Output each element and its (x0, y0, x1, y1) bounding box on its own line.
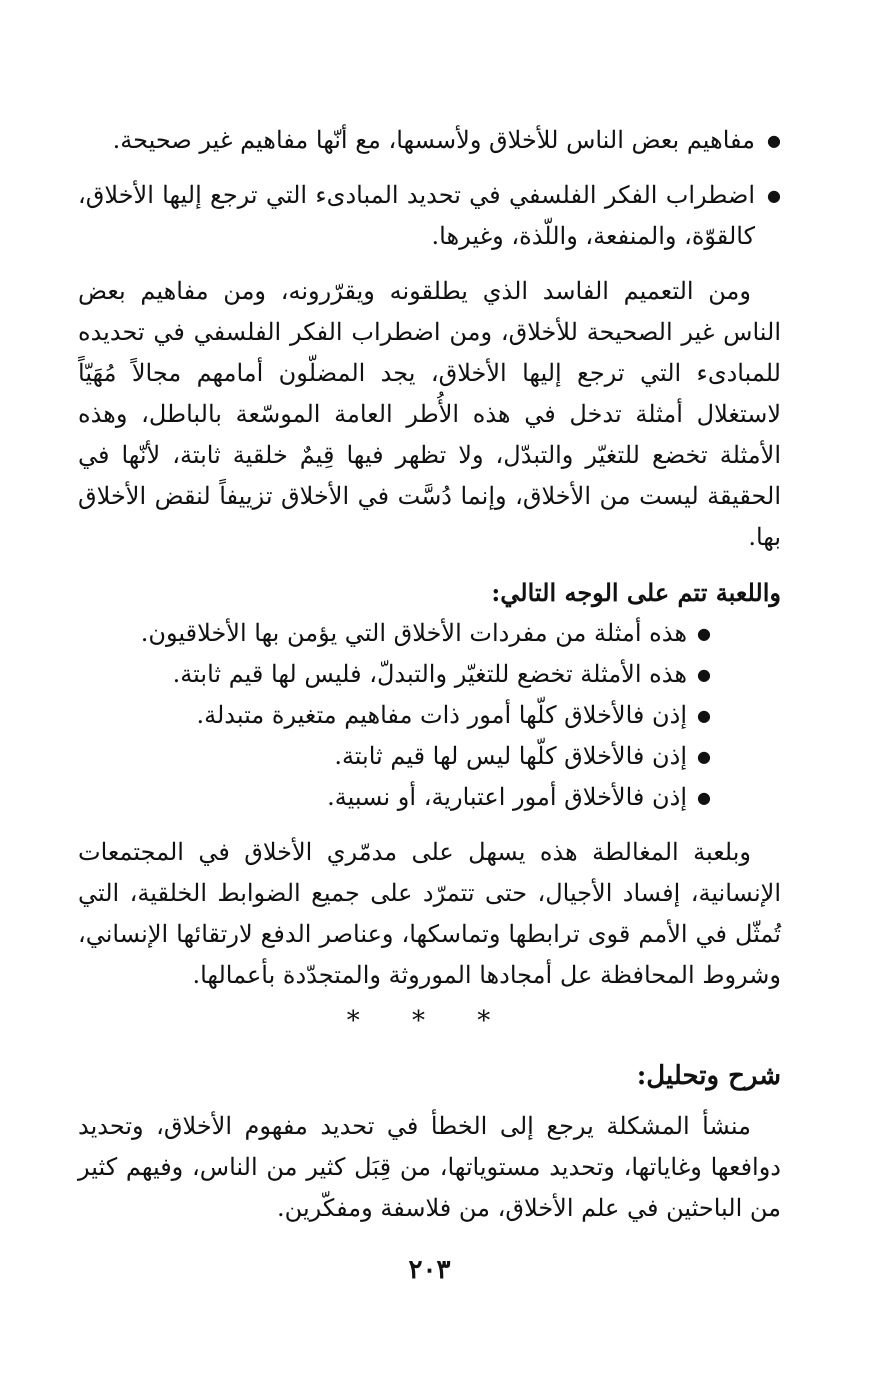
paragraph: ومن التعميم الفاسد الذي يطلقونه ويقرّرونه، ومن مفاهيم بعض الناس غير الصحيحة للأخلاق، ومن اضطراب الفكر الفلسفي في تحديده للمبادىء التي ترجع إليها الأخلاق، يجد المضلّون أمامهم مجالاً مُهَيّاً لاستغلال أمثلة تدخل في هذه الأُطر العامة الموسّعة بالباطل، وهذه الأمثلة تخضع للتغيّر والتبدّل، ولا تظهر فيها قِيمٌ خلقية ثابتة، لأنّها في الحقيقة ليست من الأخلاق، وإنما دُسَّت في الأخلاق تزييفاً لنقض الأخلاق بها. (78, 277, 781, 551)
section-heading: شرح وتحليل: (636, 1061, 781, 1091)
bullet-item (78, 175, 781, 257)
bullet-text: ● اضطراب الفكر الفلسفي في تحديد المبادىء التي ترجع إليها الأخلاق، كالقوّة، والمنفعة، واللّذة، وغيرها. (78, 181, 756, 250)
bullet-text: ● مفاهيم بعض الناس للأخلاق ولأسسها، مع أنّها مفاهيم غير صحيحة. (112, 126, 755, 154)
list-lead: واللعبة تتم على الوجه التالي: (491, 578, 781, 607)
paragraph: منشأ المشكلة يرجع إلى الخطأ في تحديد مفهوم الأخلاق، وتحديد دوافعها وغاياتها، وتحديد مستوياتها، من قِبَل كثير من الناس، وفيهم كثير من الباحثين في علم الأخلاق، من فلاسفة ومفكّرين. (78, 1112, 781, 1222)
list-item: ● إذن فالأخلاق أمور اعتبارية، أو نسبية. (78, 777, 711, 818)
list-item: ● إذن فالأخلاق كلّها أمور ذات مفاهيم متغيرة متبدلة. (78, 695, 711, 736)
list-item: ● هذه الأمثلة تخضع للتغيّر والتبدلّ، فليس لها قيم ثابتة. (78, 654, 711, 695)
list-item: ● إذن فالأخلاق كلّها ليس لها قيم ثابتة. (78, 736, 711, 777)
bullet-item (78, 120, 781, 161)
page-number: ٢٠٣ (408, 1255, 451, 1285)
list-item: ● هذه أمثلة من مفردات الأخلاق التي يؤمن بها الأخلاقيون. (78, 613, 711, 654)
section-separator: * * * (346, 1006, 513, 1036)
paragraph: وبلعبة المغالطة هذه يسهل على مدمّري الأخلاق في المجتمعات الإنسانية، إفساد الأجيال، حتى تتمرّد على جميع الضوابط الخلقية، التي تُمثّل في الأمم قوى ترابطها وتماسكها، وعناصر الدفع لارتقائها الإنساني، وشروط المحافظة عل أمجادها الموروثة والمتجدّدة بأعمالها. (78, 838, 781, 989)
steps-list (78, 613, 781, 818)
